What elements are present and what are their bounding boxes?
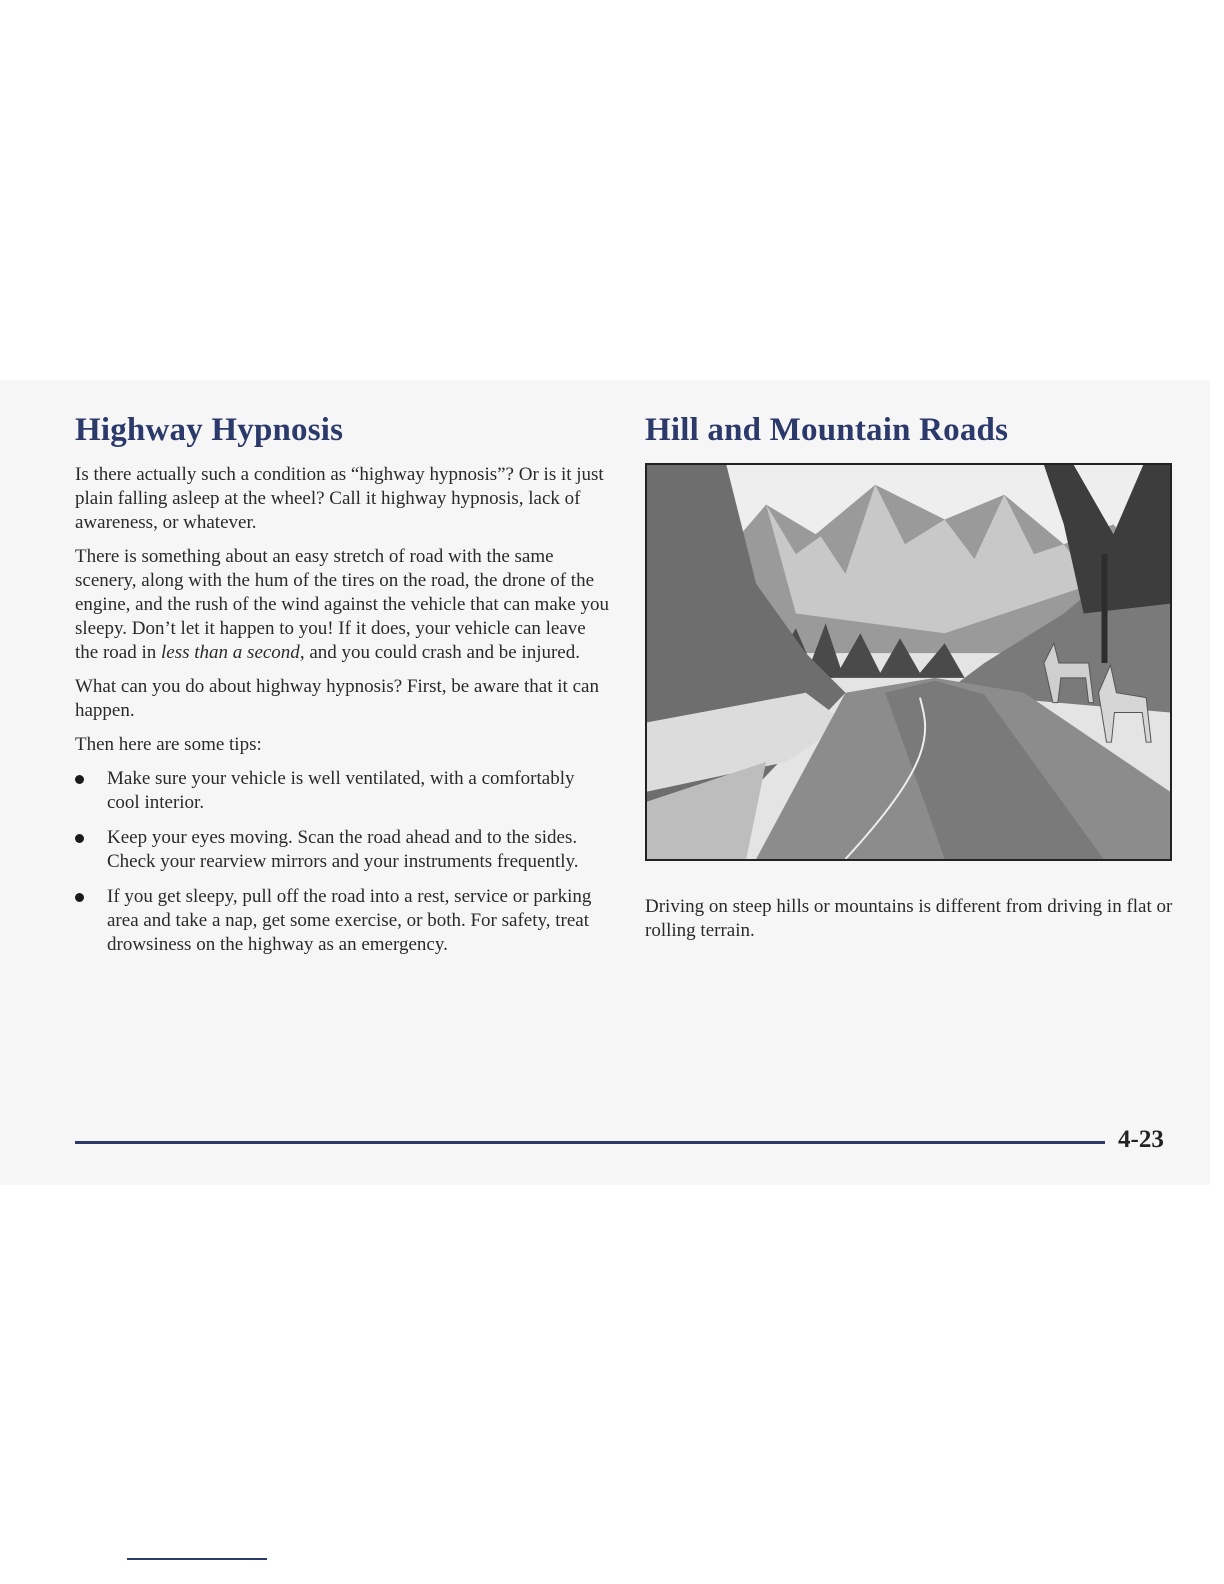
- list-item: Make sure your vehicle is well ventilated, with a comfortably cool interior.: [75, 767, 610, 815]
- tips-intro: Then here are some tips:: [75, 734, 262, 755]
- caption-paragraph: Driving on steep hills or mountains is different from driving in flat or rolling terrain.: [645, 896, 1173, 941]
- hill-mountain-roads-section: [645, 412, 1175, 953]
- footer-divider: [75, 1141, 1105, 1144]
- mountain-road-drawing: [647, 465, 1170, 859]
- bullet-icon: [75, 834, 84, 843]
- list-item: If you get sleepy, pull off the road into a rest, service or parking area and take a nap, get some exercise, or both. For safety, treat drowsiness on the highway as an emergency.: [75, 885, 610, 957]
- page-number: 4-23: [1118, 1126, 1164, 1153]
- tips-list: [75, 767, 610, 957]
- scenery-paragraph: There is something about an easy stretch of road with the same scenery, along with the hum of the tires on the road, the drone of the engine, and the rush of the wind against the vehicle that can make you sleepy. Don’t let it happen to you! If it does, your vehicle can leave the road in less than a second, and you could crash and be injured.: [75, 546, 609, 663]
- what-can-you-do-paragraph: What can you do about highway hypnosis? First, be aware that it can happen.: [75, 676, 599, 721]
- mountain-road-illustration: [645, 463, 1172, 861]
- highway-hypnosis-section: [75, 412, 610, 968]
- section-heading-hill-mountain-roads: Hill and Mountain Roads: [645, 412, 1009, 448]
- section-heading-highway-hypnosis: Highway Hypnosis: [75, 412, 344, 448]
- list-item: Keep your eyes moving. Scan the road ahead and to the sides. Check your rearview mirrors and your instruments frequently.: [75, 826, 610, 874]
- emphasis-less-than-a-second: less than a second: [161, 642, 300, 663]
- intro-paragraph: Is there actually such a condition as “highway hypnosis”? Or is it just plain falling asleep at the wheel? Call it highway hypnosis, lack of awareness, or whatever.: [75, 464, 604, 533]
- bottom-divider: [127, 1558, 267, 1560]
- bullet-icon: [75, 893, 84, 902]
- bullet-icon: [75, 775, 84, 784]
